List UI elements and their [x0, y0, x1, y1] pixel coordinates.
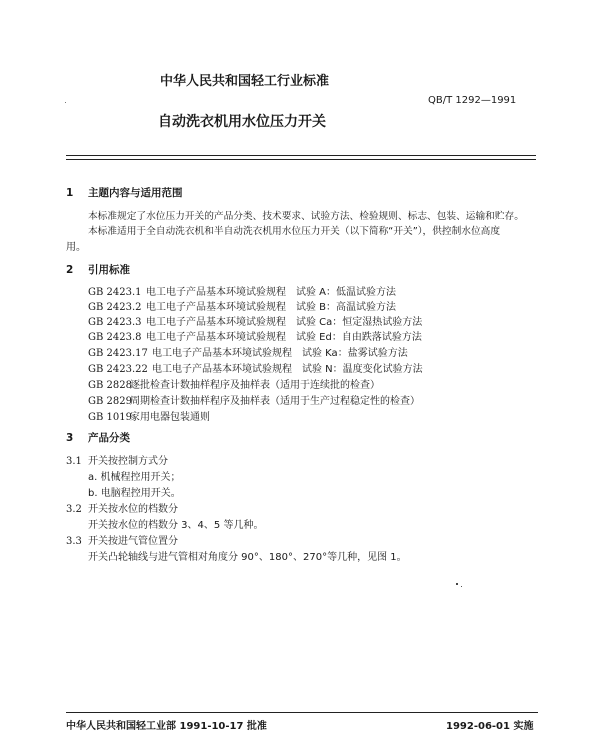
reference-code: GB 1019 [88, 412, 132, 423]
subsection-3-3-text: 开关凸轮轴线与进气管相对角度分 90°、180°、270°等几种，见图 1。 [88, 552, 407, 563]
subsection-3-2-text: 开关按水位的档数分 3、4、5 等几种。 [88, 520, 264, 531]
subsection-3-1-heading [66, 452, 168, 467]
reference-title: 电工电子产品基本环境试验规程 试验 N：温度变化试验方法 [152, 364, 423, 375]
section-1-para-2-line-1: 本标准适用于全自动洗衣机和半自动洗衣机用水位压力开关（以下简称“开关”），供控制水位高度 [88, 226, 501, 237]
section-2-number: 2 [66, 264, 74, 276]
reference-item [88, 344, 408, 359]
reference-code: GB 2423.8 [88, 332, 142, 343]
section-1-para-1: 本标准规定了水位压力开关的产品分类、技术要求、试验方法、检验规则、标志、包装、运输和贮存。 [88, 211, 524, 222]
scan-speck [456, 583, 458, 585]
subsection-3-2-number: 3.2 [66, 504, 82, 515]
reference-title: 周期检查计数抽样程序及抽样表（适用于生产过程稳定性的检查） [130, 396, 420, 407]
footer-effective-date: 1992-06-01 实施 [446, 721, 534, 732]
reference-code: GB 2423.22 [88, 364, 148, 375]
reference-title: 电工电子产品基本环境试验规程 试验 B：高温试验方法 [146, 302, 397, 313]
reference-item [88, 408, 210, 423]
reference-item [88, 298, 396, 313]
subsection-3-3-heading [66, 532, 178, 547]
control-type-item: a. 机械程控用开关； [88, 472, 181, 483]
reference-item [88, 313, 422, 328]
reference-item [88, 360, 423, 375]
header-rule-bottom [66, 159, 536, 160]
document-title: 自动洗衣机用水位压力开关 [158, 114, 326, 130]
section-2-title: 引用标准 [88, 264, 130, 276]
reference-item [88, 392, 420, 407]
standard-category: 中华人民共和国轻工行业标准 [160, 74, 330, 89]
scan-speck [65, 102, 66, 103]
reference-code: GB 2423.1 [88, 287, 142, 298]
section-3-title: 产品分类 [88, 432, 130, 444]
control-type-item: b. 电脑程控用开关。 [88, 488, 181, 499]
reference-code: GB 2423.17 [88, 348, 148, 359]
section-2-heading [66, 262, 130, 277]
subsection-3-2-title: 开关按水位的档数分 [88, 504, 178, 515]
reference-title: 电工电子产品基本环境试验规程 试验 Ka：盐雾试验方法 [152, 348, 408, 359]
scan-speck [461, 586, 462, 587]
section-1-number: 1 [66, 187, 74, 199]
footer-issuer: 中华人民共和国轻工业部 1991-10-17 批准 [66, 721, 267, 732]
section-1-title: 主题内容与适用范围 [88, 187, 183, 199]
reference-code: GB 2423.2 [88, 302, 142, 313]
subsection-3-3-title: 开关按进气管位置分 [88, 536, 178, 547]
reference-title: 电工电子产品基本环境试验规程 试验 A：低温试验方法 [146, 287, 397, 298]
reference-code: GB 2423.3 [88, 317, 142, 328]
reference-title: 电工电子产品基本环境试验规程 试验 Ca：恒定湿热试验方法 [146, 317, 423, 328]
section-3-number: 3 [66, 432, 74, 444]
reference-code: GB 2829 [88, 396, 132, 407]
subsection-3-1-number: 3.1 [66, 456, 82, 467]
section-3-heading [66, 430, 130, 445]
header-rule-top [66, 155, 536, 156]
reference-title: 逐批检查计数抽样程序及抽样表（适用于连续批的检查） [130, 380, 380, 391]
subsection-3-3-number: 3.3 [66, 536, 82, 547]
reference-title: 电工电子产品基本环境试验规程 试验 Ed：自由跌落试验方法 [146, 332, 422, 343]
section-1-heading [66, 185, 183, 200]
reference-title: 家用电器包装通则 [130, 412, 210, 423]
reference-code: GB 2828 [88, 380, 132, 391]
reference-item [88, 328, 422, 343]
standard-number: QB/T 1292—1991 [428, 95, 517, 106]
reference-item [88, 283, 396, 298]
subsection-3-2-heading [66, 500, 178, 515]
reference-item [88, 376, 380, 391]
footer-rule [66, 712, 538, 713]
section-1-para-2-line-2: 用。 [66, 242, 86, 253]
subsection-3-1-title: 开关按控制方式分 [88, 456, 168, 467]
